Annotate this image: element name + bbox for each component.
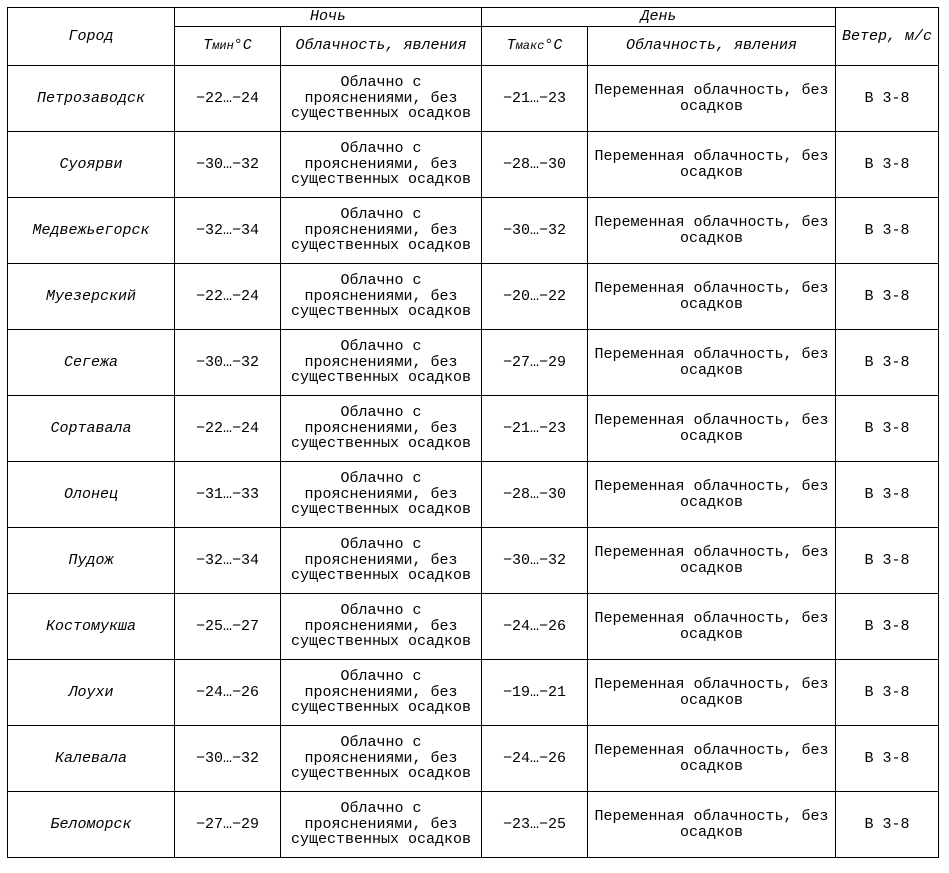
wind-value: В 3-8 (836, 396, 939, 462)
city-name: Лоухи (8, 660, 175, 726)
city-name: Сегежа (8, 330, 175, 396)
table-row (8, 594, 939, 660)
day-conditions: Переменная облачность, без осадков (588, 792, 836, 858)
wind-value: В 3-8 (836, 198, 939, 264)
night-temperature: −30…−32 (175, 726, 281, 792)
day-temperature: −19…−21 (482, 660, 588, 726)
table-row (8, 198, 939, 264)
city-name: Беломорск (8, 792, 175, 858)
wind-value: В 3-8 (836, 132, 939, 198)
night-conditions: Облачно с прояснениями, без существенных осадков (281, 396, 482, 462)
city-name: Пудож (8, 528, 175, 594)
table-row (8, 264, 939, 330)
day-conditions: Переменная облачность, без осадков (588, 594, 836, 660)
tmin-subscript: мин (212, 38, 234, 53)
day-conditions: Переменная облачность, без осадков (588, 66, 836, 132)
city-name: Костомукша (8, 594, 175, 660)
night-temperature: −22…−24 (175, 264, 281, 330)
city-name: Олонец (8, 462, 175, 528)
night-conditions: Облачно с прояснениями, без существенных осадков (281, 528, 482, 594)
day-temperature: −24…−26 (482, 594, 588, 660)
header-tmax (482, 27, 588, 66)
day-conditions: Переменная облачность, без осадков (588, 330, 836, 396)
day-temperature: −27…−29 (482, 330, 588, 396)
day-conditions: Переменная облачность, без осадков (588, 264, 836, 330)
day-temperature: −21…−23 (482, 66, 588, 132)
day-conditions: Переменная облачность, без осадков (588, 132, 836, 198)
day-temperature: −23…−25 (482, 792, 588, 858)
day-conditions: Переменная облачность, без осадков (588, 660, 836, 726)
day-conditions: Переменная облачность, без осадков (588, 528, 836, 594)
wind-value: В 3-8 (836, 792, 939, 858)
tmin-letter: Т (203, 36, 213, 54)
night-conditions: Облачно с прояснениями, без существенных осадков (281, 792, 482, 858)
night-conditions: Облачно с прояснениями, без существенных осадков (281, 726, 482, 792)
header-day: День (482, 8, 836, 27)
day-temperature: −20…−22 (482, 264, 588, 330)
table-row (8, 330, 939, 396)
table-row (8, 132, 939, 198)
wind-value: В 3-8 (836, 528, 939, 594)
table-row (8, 528, 939, 594)
day-conditions: Переменная облачность, без осадков (588, 462, 836, 528)
wind-value: В 3-8 (836, 264, 939, 330)
tmax-subscript: макс (515, 38, 545, 53)
wind-value: В 3-8 (836, 726, 939, 792)
day-conditions: Переменная облачность, без осадков (588, 198, 836, 264)
forecast-table (7, 7, 939, 858)
city-name: Калевала (8, 726, 175, 792)
night-temperature: −24…−26 (175, 660, 281, 726)
wind-value: В 3-8 (836, 660, 939, 726)
wind-value: В 3-8 (836, 66, 939, 132)
city-name: Петрозаводск (8, 66, 175, 132)
night-temperature: −30…−32 (175, 132, 281, 198)
table-row (8, 66, 939, 132)
day-temperature: −21…−23 (482, 396, 588, 462)
night-temperature: −25…−27 (175, 594, 281, 660)
day-temperature: −28…−30 (482, 462, 588, 528)
wind-value: В 3-8 (836, 462, 939, 528)
night-temperature: −22…−24 (175, 396, 281, 462)
wind-value: В 3-8 (836, 330, 939, 396)
night-temperature: −30…−32 (175, 330, 281, 396)
table-row (8, 726, 939, 792)
day-conditions: Переменная облачность, без осадков (588, 726, 836, 792)
table-row (8, 462, 939, 528)
night-temperature: −27…−29 (175, 792, 281, 858)
night-temperature: −32…−34 (175, 198, 281, 264)
day-temperature: −30…−32 (482, 528, 588, 594)
tmax-letter: Т (506, 36, 516, 54)
night-conditions: Облачно с прояснениями, без существенных осадков (281, 462, 482, 528)
city-name: Суоярви (8, 132, 175, 198)
header-night: Ночь (175, 8, 482, 27)
city-name: Медвежьегорск (8, 198, 175, 264)
table-row (8, 660, 939, 726)
tmax-unit: °С (544, 36, 563, 54)
day-temperature: −28…−30 (482, 132, 588, 198)
table-row (8, 792, 939, 858)
night-conditions: Облачно с прояснениями, без существенных осадков (281, 264, 482, 330)
night-temperature: −31…−33 (175, 462, 281, 528)
night-conditions: Облачно с прояснениями, без существенных осадков (281, 594, 482, 660)
header-day-clouds: Облачность, явления (588, 27, 836, 66)
night-conditions: Облачно с прояснениями, без существенных осадков (281, 660, 482, 726)
night-conditions: Облачно с прояснениями, без существенных осадков (281, 198, 482, 264)
wind-value: В 3-8 (836, 594, 939, 660)
day-conditions: Переменная облачность, без осадков (588, 396, 836, 462)
tmin-unit: °С (233, 36, 252, 54)
night-conditions: Облачно с прояснениями, без существенных осадков (281, 132, 482, 198)
night-conditions: Облачно с прояснениями, без существенных осадков (281, 330, 482, 396)
night-temperature: −32…−34 (175, 528, 281, 594)
night-conditions: Облачно с прояснениями, без существенных осадков (281, 66, 482, 132)
header-wind: Ветер, м/с (836, 8, 939, 66)
day-temperature: −24…−26 (482, 726, 588, 792)
city-name: Муезерский (8, 264, 175, 330)
header-city: Город (8, 8, 175, 66)
table-row (8, 396, 939, 462)
header-tmin (175, 27, 281, 66)
city-name: Сортавала (8, 396, 175, 462)
night-temperature: −22…−24 (175, 66, 281, 132)
day-temperature: −30…−32 (482, 198, 588, 264)
header-row-top (8, 8, 939, 27)
header-night-clouds: Облачность, явления (281, 27, 482, 66)
